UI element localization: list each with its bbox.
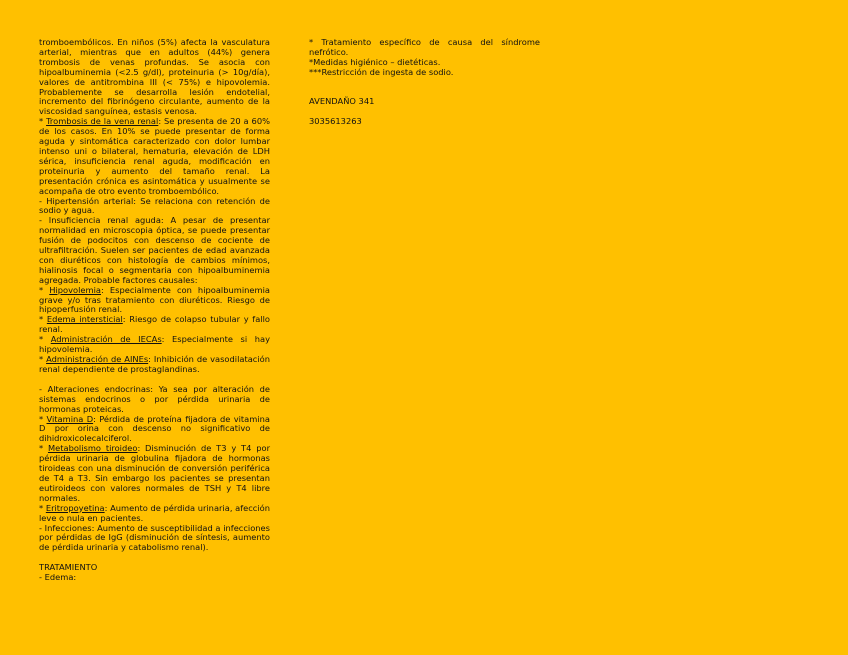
paragraph-alteraciones-endocrinas: - Alteraciones endocrinas: Ya sea por alteración de sistemas endocrinos o por pérdida urinaria de hormonas proteicas. — [39, 383, 270, 414]
term-vitamina-d: Vitamina D — [46, 413, 94, 424]
paragraph-tromboembolicos: tromboembólicos. En niños (5%) afecta la vasculatura arterial, mientras que en adultos (44%) genera trombosis de venas profundas. Se asocia con hipoalbuminemia (<2.5 g/dl), proteinuria (> 10g/día), valores de antitrombina III (< 75%) e hipovolemia. Probablemente se desarrolla lesión endotelial, incremento del fibrinógeno circulante, aumento de la viscosidad sanguínea, estasis venosa. — [39, 37, 270, 117]
paragraph-hipovolemia: * Hipovolemia: Especialmente con hipoalbuminemia grave y/o tras tratamiento con diuréticos. Riesgo de hipoperfusión renal. — [39, 284, 270, 315]
term-metabolismo-tiroideo: Metabolismo tiroideo — [47, 443, 138, 454]
list-item-edema: - Edema: — [39, 572, 77, 583]
paragraph-aines: * Administración de AINEs: Inhibición de vasodilatación renal dependiente de prostaglandinas. — [39, 354, 270, 374]
heading-tratamiento: TRATAMIENTO — [39, 562, 98, 573]
paragraph-metabolismo-tiroideo: * Metabolismo tiroideo: Disminución de T3 y T4 por pérdida urinaria de globulina fijadora de hormonas tiroideas con una disminución de conversión periférica de T4 a T3. Sin embargo los pacientes se presentan eutiroideos con valores normales de TSH y T4 libre normales. — [39, 443, 270, 503]
reference-code: 3035613263 — [309, 115, 362, 126]
line-tratamiento-especifico: * Tratamiento específico de causa del síndrome nefrótico. — [309, 37, 540, 57]
term-aines: Administración de AINEs — [46, 354, 149, 364]
paragraph-insuficiencia-renal: - Insuficiencia renal aguda: A pesar de presentar normalidad en microscopia óptica, se puede presentar fusión de podocitos con descenso de cociente de ultrafiltración. Suelen ser pacientes de edad avanzada con diuréticos con histología de cambios mínimos, hialinosis focal o segmentaria con hipoalbuminemia agregada. Probable factores causales: — [39, 215, 270, 285]
term-iecas: Administración de IECAs — [50, 334, 162, 345]
paragraph-hipertension: - Hipertensión arterial: Se relaciona con retención de sodio y agua. — [39, 195, 270, 216]
paragraph-eritropoyetina: * Eritropoyetina: Aumento de pérdida urinaria, afección leve o nula en pacientes. — [39, 502, 271, 523]
paragraph-vitamina-d: * Vitamina D: Pérdida de proteína fijadora de vitamina D por orina con descenso no significativo de dihidroxicolecalciferol. — [39, 413, 270, 444]
author-reference: AVENDAÑO 341 — [309, 95, 375, 106]
term-trombosis-vena-renal: Trombosis de la vena renal — [46, 116, 159, 127]
spacer — [309, 78, 540, 97]
paragraph-infecciones: - Infecciones: Aumento de susceptibilidad a infecciones por pérdidas de IgG (disminución de síntesis, aumento de pérdida urinaria y catabolismo renal). — [39, 522, 270, 553]
line-restriccion-sodio: ***Restricción de ingesta de sodio. — [309, 66, 454, 77]
line-medidas-higienicas: *Medidas higiénico – dietéticas. — [309, 56, 441, 67]
paragraph-edema-intersticial: * Edema intersticial: Riesgo de colapso tubular y fallo renal. — [39, 314, 271, 335]
left-column — [39, 38, 270, 583]
right-column — [309, 38, 540, 126]
term-eritropoyetina: Eritropoyetina — [45, 502, 105, 513]
term-hipovolemia: Hipovolemia — [49, 284, 101, 295]
term-edema-intersticial: Edema intersticial — [46, 314, 123, 325]
paragraph-iecas: * Administración de IECAs: Especialmente si hay hipovolemia. — [39, 334, 270, 355]
paragraph-trombosis-vena-renal: * Trombosis de la vena renal: Se presenta de 20 a 60% de los casos. En 10% se puede presentar de forma aguda y sintomática caracterizado con dolor lumbar intenso uni o bilateral, hematuria, elevación de LDH sérica, insuficiencia renal aguda, modificación en proteinuria y aumento del tamaño renal. La presentación crónica es asintomática y usualmente se acompaña de otro evento tromboembólico. — [39, 116, 270, 196]
